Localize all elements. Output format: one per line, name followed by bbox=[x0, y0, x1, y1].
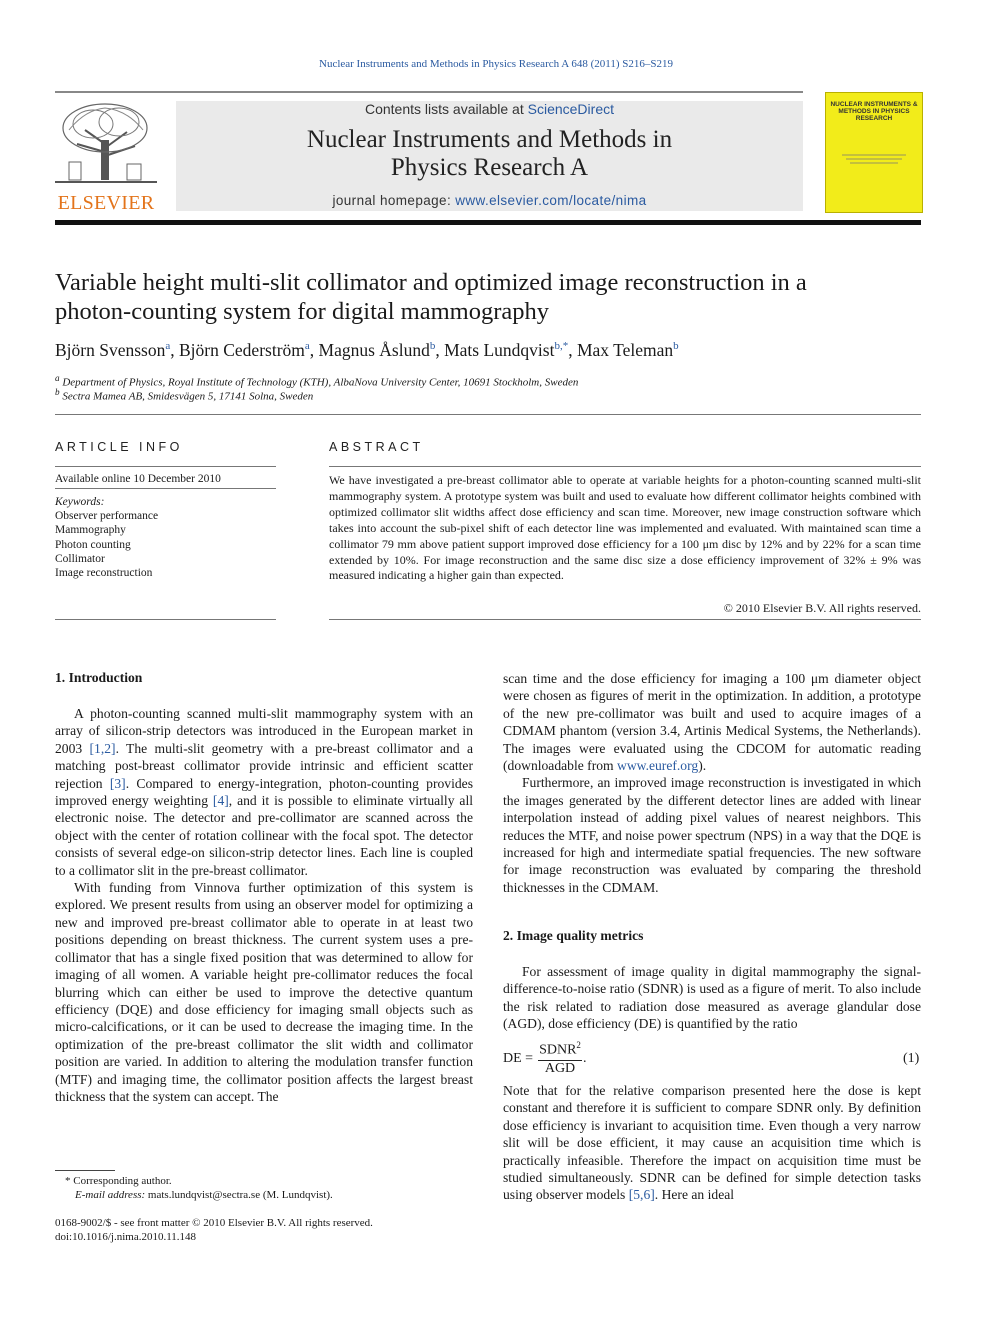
elsevier-tree-icon bbox=[55, 100, 157, 188]
elsevier-logo[interactable] bbox=[55, 100, 157, 212]
text-run: , and it is possible to eliminate virtually all electronic noise. The detector and pre-collimator are scanned across the object with the center of rotation collinear with the focal spot. The detector consists of several edge-on silicon-strip detector lines. Each line is coupled to a collimator slit in the pre-breast collimator. bbox=[55, 793, 473, 878]
numerator-text: SDNR bbox=[539, 1042, 577, 1058]
reference-link[interactable]: [5,6] bbox=[628, 1187, 655, 1203]
equation-number: (1) bbox=[903, 1051, 920, 1066]
affiliation-sup: a bbox=[55, 373, 60, 383]
journal-cover-thumbnail[interactable] bbox=[825, 92, 923, 213]
header-divider bbox=[55, 220, 921, 225]
text-run: . Here an ideal bbox=[654, 1187, 735, 1203]
metrics-text-2 bbox=[503, 1082, 921, 1204]
author-affil-sup[interactable]: b bbox=[673, 340, 679, 353]
affiliation-sup: b bbox=[55, 387, 60, 397]
affiliation-b bbox=[55, 387, 313, 403]
sciencedirect-link[interactable]: ScienceDirect bbox=[527, 101, 614, 117]
author-separator: , bbox=[170, 340, 179, 360]
author-separator: , bbox=[435, 340, 445, 360]
journal-title-line2: Physics Research A bbox=[390, 154, 589, 181]
available-online: Available online 10 December 2010 bbox=[55, 473, 221, 485]
journal-title bbox=[176, 126, 803, 182]
email-note bbox=[75, 1189, 333, 1201]
author-affil-sup[interactable]: a bbox=[165, 340, 171, 353]
author-affil-sup[interactable]: b bbox=[429, 340, 436, 353]
text-run: . The multi-slit geometry with a pre-breast collimator and a matching post-breast collimator provide intrinsic and efficient scatter rejection bbox=[55, 740, 473, 791]
reference-link[interactable]: [3] bbox=[109, 775, 126, 791]
right-paragraph-1 bbox=[503, 670, 921, 774]
homepage-prefix: journal homepage: bbox=[332, 193, 456, 208]
equation-lhs: DE = bbox=[503, 1051, 534, 1066]
footnote-rule bbox=[55, 1170, 115, 1171]
doi-line[interactable]: doi:10.1016/j.nima.2010.11.148 bbox=[55, 1231, 197, 1243]
text-run: A photon-counting scanned multi-slit mammography system with an array of silicon-strip detectors was introduced in the European market in 2003 bbox=[55, 706, 473, 756]
reference-link[interactable]: [1,2] bbox=[89, 740, 116, 756]
article-info-rule bbox=[55, 466, 276, 467]
equation-period: . bbox=[583, 1051, 587, 1066]
equation-fraction bbox=[538, 1040, 582, 1077]
elsevier-wordmark: ELSEVIER bbox=[57, 192, 155, 214]
left-column-text bbox=[55, 705, 473, 1105]
email-label: E-mail address: bbox=[75, 1189, 146, 1201]
author-name[interactable]: Mats Lundqvist bbox=[444, 340, 555, 360]
keyword: Photon counting bbox=[55, 538, 131, 551]
abstract-text: We have investigated a pre-breast collimator able to operate at variable heights for a photon-counting scanned multi-slit mammography system. A prototype system was built and used to evaluate how different collimator heights combined with optimized collimator slit widths affect dose efficiency and scan time. Moreover, new image construction software which takes into account the sub-pixel shift of each detector line was implemented and evaluated. With maintained scan time a collimator 79 mm above patient support improved dose efficiency for a 100 μm disc by 12% and by 22% for a scan time extended by 10%. For image reconstruction and the same disc size a dose efficiency improvement of 32% ± 9% was measured indicating a higher gain than expected. bbox=[329, 473, 921, 583]
journal-homepage bbox=[176, 193, 803, 208]
text-run: Note that for the relative comparison presented here the dose is kept constant and therefore it is sufficient to compare SDNR only. By definition dose efficiency is invariant to acquisition time. Even though a very narrow slit will be dose efficient, it may cause an acquisition time which is practically infeasible. Therefore the impact on acquisition time must be studied simultaneously. SDNR can be defined for simple detection tasks using observer models bbox=[503, 1083, 921, 1203]
author-name[interactable]: Max Teleman bbox=[576, 340, 674, 360]
equation-numerator bbox=[538, 1040, 582, 1059]
text-run: . Compared to energy-integration, photon-counting provides improved energy weighting bbox=[55, 775, 473, 809]
abstract-rule bbox=[329, 466, 921, 467]
author-name[interactable]: Björn Cederström bbox=[179, 340, 305, 360]
text-run: ). bbox=[698, 758, 707, 774]
author-affil-sup[interactable]: b,* bbox=[554, 340, 569, 353]
article-title-line1: Variable height multi-slit collimator and optimized image reconstruction in a bbox=[55, 269, 807, 296]
equation-denominator: AGD bbox=[538, 1060, 582, 1077]
keyword: Observer performance bbox=[55, 510, 159, 522]
journal-title-line1: Nuclear Instruments and Methods in bbox=[306, 126, 673, 153]
author-separator: , bbox=[309, 340, 319, 360]
reference-link[interactable]: [4] bbox=[212, 793, 229, 809]
metrics-paragraph-1: For assessment of image quality in digital mammography the signal-difference-to-noise ratio (SDNR) is used as a figure of merit. To also include the risk related to radiation dose measured as average glandular dose (AGD), dose efficiency (DE) is quantified by the ratio bbox=[503, 964, 921, 1032]
journal-citation[interactable]: Nuclear Instruments and Methods in Physics Research A 648 (2011) S216–S219 bbox=[319, 58, 673, 70]
contents-prefix: Contents lists available at bbox=[364, 101, 528, 117]
affiliation-text: Sectra Mamea AB, Smidesvägen 5, 17141 Solna, Sweden bbox=[62, 390, 314, 403]
intro-paragraph-1 bbox=[55, 705, 473, 879]
article-info-label: ARTICLE INFO bbox=[55, 440, 183, 454]
cover-text-lines-icon bbox=[842, 153, 906, 167]
keyword: Image reconstruction bbox=[55, 567, 153, 580]
author-separator: , bbox=[568, 340, 577, 360]
article-info-rule-2 bbox=[55, 488, 276, 489]
right-paragraph-2: Furthermore, an improved image reconstruction is investigated in which the images generated by the different detector lines are added with linear interpolation instead of adding pixel values of nearest neighbors. This reduces the MTF, and noise power spectrum (NPS) in a way that the DQE is increased for high and intermediate spatial frequencies. The new software for image reconstruction was evaluated by comparing the threshold thicknesses in the CDMAM. bbox=[503, 775, 921, 895]
author-list bbox=[55, 340, 921, 361]
cover-title: NUCLEAR INSTRUMENTS & METHODS IN PHYSICS RESEARCH bbox=[830, 101, 918, 122]
issn-line: 0168-9002/$ - see front matter © 2010 Elsevier B.V. All rights reserved. bbox=[55, 1217, 373, 1229]
abstract-label: ABSTRACT bbox=[329, 440, 424, 454]
metrics-text bbox=[503, 963, 921, 1033]
text-run: scan time and the dose efficiency for imaging a 100 μm diameter object were chosen as figures of merit in the optimization. In addition, a prototype of the new pre-collimator was built and used to acquire images of a CDMAM phantom (version 3.4, Artinis Medical Systems, the Netherlands). The images were evaluated using the CDCOM for automatic reading (downloadable from bbox=[503, 671, 921, 774]
affiliation-divider bbox=[55, 414, 921, 415]
keywords-label: Keywords: bbox=[55, 496, 105, 508]
article-info-bottom-rule bbox=[55, 619, 276, 620]
keyword-list bbox=[55, 509, 158, 580]
header-top-rule bbox=[55, 91, 803, 93]
metrics-paragraph-2 bbox=[503, 1082, 921, 1204]
author-name[interactable]: Magnus Åslund bbox=[318, 340, 430, 360]
author-affil-sup[interactable]: a bbox=[304, 340, 310, 353]
right-column-text bbox=[503, 670, 921, 896]
section-heading-introduction: 1. Introduction bbox=[55, 670, 143, 685]
article-title bbox=[55, 268, 921, 326]
article-title-line2: photon-counting system for digital mammography bbox=[55, 298, 550, 325]
numerator-sup: 2 bbox=[576, 1040, 581, 1050]
section-heading-metrics: 2. Image quality metrics bbox=[503, 928, 644, 943]
affiliation-text: Department of Physics, Royal Institute of Technology (KTH), AlbaNova University Center, 10691 Stockholm, Sweden bbox=[62, 376, 579, 389]
abstract-bottom-rule bbox=[329, 619, 921, 620]
keyword: Collimator bbox=[55, 552, 105, 565]
intro-paragraph-2: With funding from Vinnova further optimization of this system is explored. We present results from using an observer model for optimizing a new and improved pre-breast collimator able to operate in at least two positions depending on breast thickness. The current system uses a pre-collimator that has a single fixed position that was determined to allow for imaging of all women. A variable height pre-collimator reduces the focal blurring which can either be used to improve the detective quantum efficiency (DQE) and dose efficiency for imaging small objects such as micro-calcifications, or it can be used to decrease the imaging time. In the optimization of the pre-breast collimator the slit width and collimator position are varied. In addition to altering the modulation transfer function (MTF) and imaging time, the collimator position affects the largest breast thickness that the system can accept. The bbox=[55, 880, 473, 1104]
corresponding-author-note: * Corresponding author. bbox=[65, 1175, 172, 1187]
author-name[interactable]: Björn Svensson bbox=[55, 340, 166, 360]
euref-link[interactable]: www.euref.org bbox=[617, 758, 699, 774]
homepage-link[interactable]: www.elsevier.com/locate/nima bbox=[455, 193, 647, 208]
email-address[interactable]: mats.lundqvist@sectra.se (M. Lundqvist). bbox=[145, 1189, 333, 1201]
keyword: Mammography bbox=[55, 524, 126, 537]
contents-line bbox=[176, 101, 803, 117]
copyright-notice: © 2010 Elsevier B.V. All rights reserved. bbox=[723, 601, 921, 615]
